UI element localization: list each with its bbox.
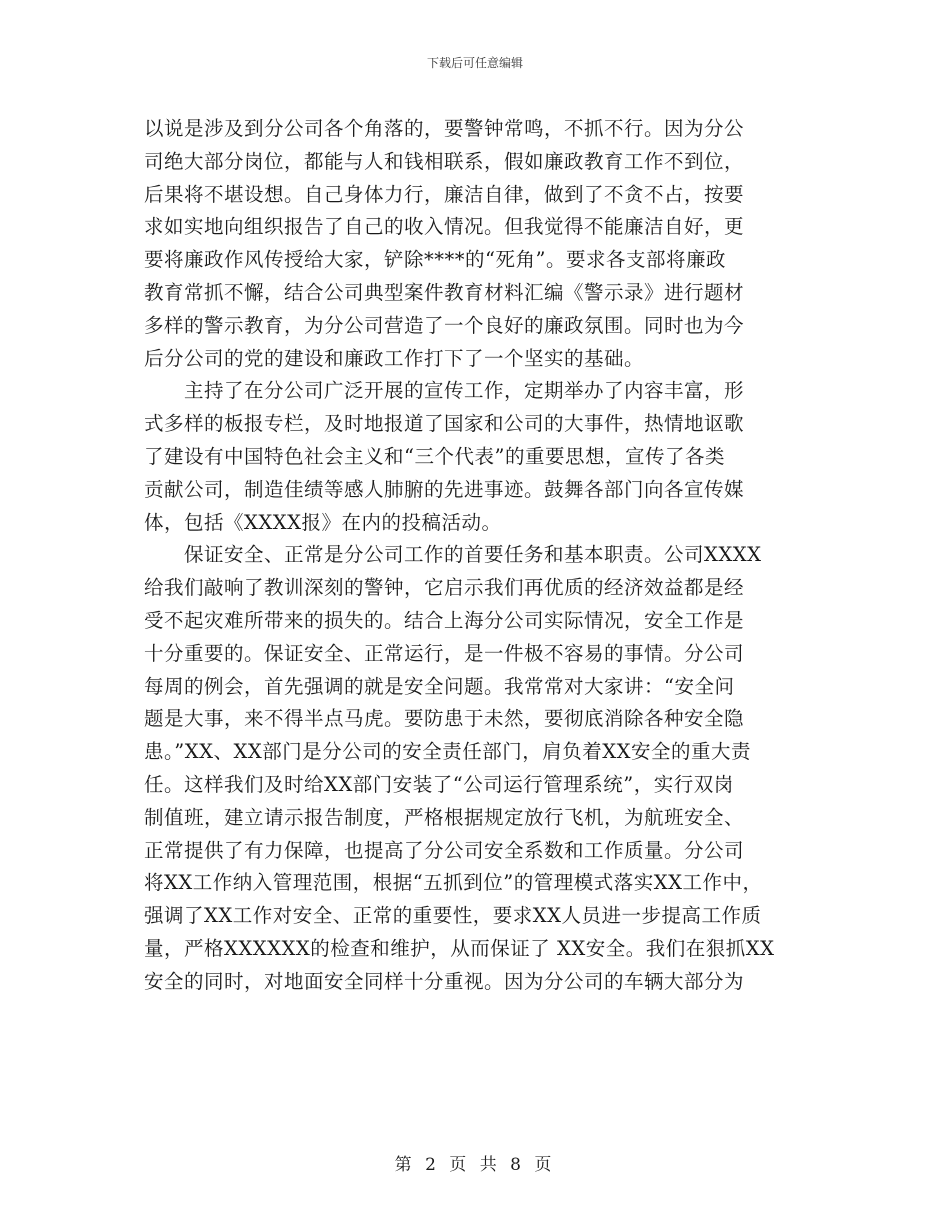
text-line: 了建设有中国特色社会主义和“三个代表”的重要思想，宣传了各类 [144, 444, 725, 468]
text-line: 每周的例会，首先强调的就是安全问题。我常常对大家讲：“安全问 [144, 674, 735, 698]
text-line: 主持了在分公司广泛开展的宣传工作，定期举办了内容丰富，形 [184, 379, 745, 403]
text-line: 将XX工作纳入管理范围，根据“五抓到位”的管理模式落实XX工作中， [144, 871, 763, 895]
text-line: 量，严格XXXXXX的检查和维护，从而保证了 XX安全。我们在狠抓XX [144, 936, 775, 960]
paragraph-2 [144, 375, 812, 539]
text-line: 强调了XX工作对安全、正常的重要性，要求XX人员进一步提高工作质 [144, 904, 762, 928]
text-line: 司绝大部分岗位，都能与人和钱相联系，假如廉政教育工作不到位， [144, 149, 745, 173]
text-line: 制值班，建立请示报告制度，严格根据规定放行飞机，为航班安全、 [144, 805, 745, 829]
text-line: 式多样的板报专栏，及时地报道了国家和公司的大事件，热情地讴歌 [144, 412, 745, 436]
text-line: 正常提供了有力保障，也提高了分公司安全系数和工作质量。分公司 [144, 838, 745, 862]
text-line: 安全的同时，对地面安全同样十分重视。因为分公司的车辆大部分为 [144, 969, 745, 993]
text-line: 题是大事，来不得半点马虎。要防患于未然，要彻底消除各种安全隐 [144, 707, 745, 731]
text-line: 要将廉政作风传授给大家，铲除****的“死角”。要求各支部将廉政 [144, 248, 726, 272]
text-line: 受不起灾难所带来的损失的。结合上海分公司实际情况，安全工作是 [144, 608, 745, 632]
text-line: 患。”XX、XX部门是分公司的安全责任部门，肩负着XX安全的重大责 [144, 740, 752, 764]
text-line: 求如实地向组织报告了自己的收入情况。但我觉得不能廉洁自好，更 [144, 215, 745, 239]
text-line: 贡献公司，制造佳绩等感人肺腑的先进事迹。鼓舞各部门向各宣传媒 [144, 477, 745, 501]
paragraph-3 [144, 539, 812, 998]
text-line: 后分公司的党的建设和廉政工作打下了一个坚实的基础。 [144, 346, 645, 370]
document-body [144, 113, 812, 999]
text-line: 保证安全、正常是分公司工作的首要任务和基本职责。公司XXXX [184, 543, 762, 567]
text-line: 多样的警示教育，为分公司营造了一个良好的廉政氛围。同时也为今 [144, 313, 745, 337]
text-line: 体，包括《XXXX报》在内的投稿活动。 [144, 510, 502, 534]
text-line: 十分重要的。保证安全、正常运行，是一件极不容易的事情。分公司 [144, 641, 745, 665]
text-line: 给我们敲响了教训深刻的警钟，它启示我们再优质的经济效益都是经 [144, 576, 745, 600]
page-header: 下载后可任意编辑 [426, 56, 523, 70]
text-line: 后果将不堪设想。自己身体力行，廉洁自律，做到了不贪不占，按要 [144, 182, 745, 206]
text-line: 以说是涉及到分公司各个角落的，要警钟常鸣，不抓不行。因为分公 [144, 117, 745, 140]
text-line: 任。这样我们及时给XX部门安装了“公司运行管理系统”，实行双岗 [144, 772, 734, 796]
text-line: 教育常抓不懈，结合公司典型案件教育材料汇编《警示录》进行题材 [144, 280, 745, 304]
paragraph-1 [144, 113, 812, 375]
page-number: 第 2 页 共 8 页 [394, 1155, 556, 1175]
